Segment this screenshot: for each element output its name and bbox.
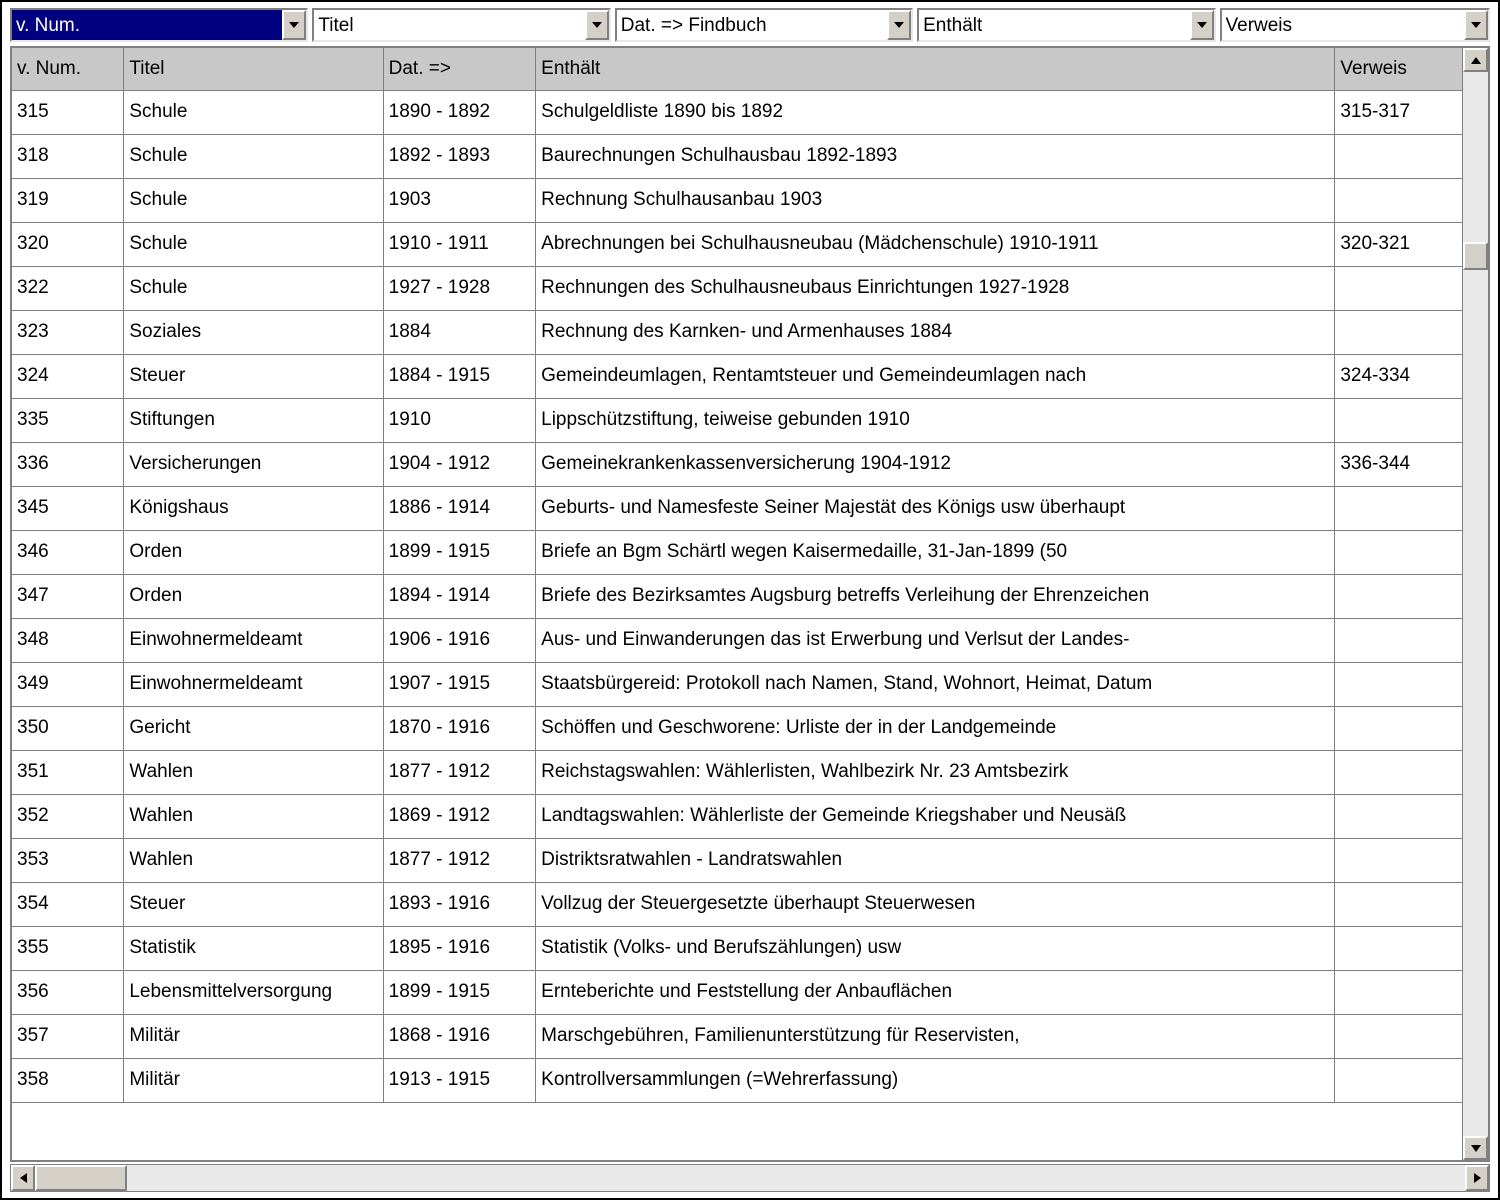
- filter-bar: [2, 2, 1498, 46]
- table-cell[interactable]: 1884: [383, 310, 536, 354]
- table-cell[interactable]: Statistik: [124, 926, 383, 970]
- table-cell[interactable]: Königshaus: [124, 486, 383, 530]
- column-header-titel[interactable]: Titel: [124, 48, 383, 90]
- table-cell[interactable]: 324-334: [1335, 354, 1462, 398]
- table-cell[interactable]: Aus- und Einwanderungen das ist Erwerbung und Verlsut der Landes-: [536, 618, 1335, 662]
- table-cell[interactable]: Stiftungen: [124, 398, 383, 442]
- table-cell[interactable]: [1335, 1058, 1462, 1102]
- table-cell[interactable]: 350: [12, 706, 124, 750]
- table-cell[interactable]: Versicherungen: [124, 442, 383, 486]
- table-row[interactable]: [12, 310, 1462, 354]
- table-cell[interactable]: [1335, 838, 1462, 882]
- table-cell[interactable]: Rechnung des Karnken- und Armenhauses 1884: [536, 310, 1335, 354]
- table-cell[interactable]: [1335, 882, 1462, 926]
- table-cell[interactable]: Lippschützstiftung, teiweise gebunden 1910: [536, 398, 1335, 442]
- table-cell[interactable]: Gemeindeumlagen, Rentamtsteuer und Gemeindeumlagen nach: [536, 354, 1335, 398]
- horizontal-scroll-thumb[interactable]: [35, 1165, 127, 1191]
- table-row[interactable]: [12, 1058, 1462, 1102]
- column-header-v-num[interactable]: v. Num.: [12, 48, 124, 90]
- table-cell[interactable]: Landtagswahlen: Wählerliste der Gemeinde Kriegshaber und Neusäß: [536, 794, 1335, 838]
- table-cell[interactable]: 1927 - 1928: [383, 266, 536, 310]
- table-cell[interactable]: 1910 - 1911: [383, 222, 536, 266]
- table-cell[interactable]: 320-321: [1335, 222, 1462, 266]
- filter-combo-verweis[interactable]: [1220, 8, 1491, 42]
- table-cell[interactable]: Einwohnermeldeamt: [124, 618, 383, 662]
- table-cell[interactable]: Militär: [124, 1014, 383, 1058]
- table-cell[interactable]: 352: [12, 794, 124, 838]
- table-cell[interactable]: [1335, 706, 1462, 750]
- table-cell[interactable]: Schöffen und Geschworene: Urliste der in der Landgemeinde: [536, 706, 1335, 750]
- table-cell[interactable]: Wahlen: [124, 750, 383, 794]
- table-row[interactable]: [12, 486, 1462, 530]
- table-cell[interactable]: Abrechnungen bei Schulhausneubau (Mädchenschule) 1910-1911: [536, 222, 1335, 266]
- table-cell[interactable]: 1904 - 1912: [383, 442, 536, 486]
- table-cell[interactable]: Schule: [124, 90, 383, 134]
- table-cell[interactable]: [1335, 618, 1462, 662]
- table-cell[interactable]: Schule: [124, 222, 383, 266]
- data-grid-viewport[interactable]: [12, 48, 1462, 1160]
- table-cell[interactable]: 349: [12, 662, 124, 706]
- filter-combo-titel-value: Titel: [318, 14, 354, 36]
- table-cell[interactable]: 336: [12, 442, 124, 486]
- table-cell[interactable]: Gemeinekrankenkassenversicherung 1904-1912: [536, 442, 1335, 486]
- column-header-dat[interactable]: Dat. =>: [383, 48, 536, 90]
- data-grid: [10, 46, 1490, 1162]
- table-cell[interactable]: 355: [12, 926, 124, 970]
- table-cell[interactable]: 1868 - 1916: [383, 1014, 536, 1058]
- table-cell[interactable]: Kontrollversammlungen (=Wehrerfassung): [536, 1058, 1335, 1102]
- filter-combo-enthaelt[interactable]: [917, 8, 1215, 42]
- table-cell[interactable]: 356: [12, 970, 124, 1014]
- table-cell[interactable]: 323: [12, 310, 124, 354]
- table-row[interactable]: [12, 838, 1462, 882]
- filter-combo-dat-findbuch-value: Dat. => Findbuch: [620, 14, 767, 36]
- table-cell[interactable]: [1335, 1014, 1462, 1058]
- column-header-enthaelt[interactable]: Enthält: [536, 48, 1335, 90]
- table-cell[interactable]: 1870 - 1916: [383, 706, 536, 750]
- table-cell[interactable]: Schule: [124, 266, 383, 310]
- column-header-verweis[interactable]: Verweis: [1335, 48, 1462, 90]
- chevron-down-icon[interactable]: [1464, 10, 1488, 40]
- table-cell[interactable]: 1899 - 1915: [383, 970, 536, 1014]
- table-row[interactable]: [12, 178, 1462, 222]
- table-cell[interactable]: 1895 - 1916: [383, 926, 536, 970]
- table-cell[interactable]: Einwohnermeldeamt: [124, 662, 383, 706]
- horizontal-scrollbar[interactable]: [10, 1164, 1490, 1192]
- table-cell[interactable]: 1913 - 1915: [383, 1058, 536, 1102]
- filter-combo-titel[interactable]: [312, 8, 610, 42]
- records-table: [12, 48, 1462, 1103]
- table-cell[interactable]: Geburts- und Namesfeste Seiner Majestät des Königs usw überhaupt: [536, 486, 1335, 530]
- table-cell[interactable]: 1877 - 1912: [383, 838, 536, 882]
- table-header-row: [12, 48, 1462, 90]
- table-cell[interactable]: 351: [12, 750, 124, 794]
- table-cell[interactable]: Orden: [124, 574, 383, 618]
- triangle-right-icon[interactable]: [1465, 1165, 1489, 1191]
- table-cell[interactable]: Lebensmittelversorgung: [124, 970, 383, 1014]
- table-cell[interactable]: 1890 - 1892: [383, 90, 536, 134]
- table-cell[interactable]: [1335, 266, 1462, 310]
- table-cell[interactable]: 348: [12, 618, 124, 662]
- table-cell[interactable]: Rechnungen des Schulhausneubaus Einrichtungen 1927-1928: [536, 266, 1335, 310]
- table-cell[interactable]: 320: [12, 222, 124, 266]
- table-cell[interactable]: Distriktsratwahlen - Landratswahlen: [536, 838, 1335, 882]
- table-cell[interactable]: 324: [12, 354, 124, 398]
- table-cell[interactable]: Schule: [124, 178, 383, 222]
- vertical-scroll-thumb[interactable]: [1463, 242, 1488, 270]
- table-row[interactable]: [12, 794, 1462, 838]
- table-cell[interactable]: Steuer: [124, 882, 383, 926]
- table-cell[interactable]: 345: [12, 486, 124, 530]
- table-row[interactable]: [12, 574, 1462, 618]
- filter-combo-verweis-value: Verweis: [1225, 14, 1293, 36]
- table-cell[interactable]: Staatsbürgereid: Protokoll nach Namen, Stand, Wohnort, Heimat, Datum: [536, 662, 1335, 706]
- table-cell[interactable]: [1335, 486, 1462, 530]
- table-cell[interactable]: 354: [12, 882, 124, 926]
- table-cell[interactable]: 1910: [383, 398, 536, 442]
- table-cell[interactable]: 357: [12, 1014, 124, 1058]
- table-cell[interactable]: [1335, 662, 1462, 706]
- table-cell[interactable]: [1335, 530, 1462, 574]
- table-cell[interactable]: Rechnung Schulhausanbau 1903: [536, 178, 1335, 222]
- table-cell[interactable]: Wahlen: [124, 794, 383, 838]
- table-cell[interactable]: 318: [12, 134, 124, 178]
- table-cell[interactable]: Steuer: [124, 354, 383, 398]
- table-cell[interactable]: 1877 - 1912: [383, 750, 536, 794]
- table-cell[interactable]: Statistik (Volks- und Berufszählungen) usw: [536, 926, 1335, 970]
- horizontal-scroll-track[interactable]: [35, 1165, 1465, 1191]
- table-row[interactable]: [12, 530, 1462, 574]
- table-cell[interactable]: 335: [12, 398, 124, 442]
- table-cell[interactable]: Baurechnungen Schulhausbau 1892-1893: [536, 134, 1335, 178]
- triangle-up-icon[interactable]: [1463, 48, 1488, 72]
- table-cell[interactable]: 353: [12, 838, 124, 882]
- table-row[interactable]: [12, 222, 1462, 266]
- table-row[interactable]: [12, 442, 1462, 486]
- table-cell[interactable]: [1335, 926, 1462, 970]
- table-cell[interactable]: [1335, 398, 1462, 442]
- table-cell[interactable]: 336-344: [1335, 442, 1462, 486]
- table-row[interactable]: [12, 662, 1462, 706]
- triangle-left-icon[interactable]: [11, 1165, 35, 1191]
- table-cell[interactable]: Militär: [124, 1058, 383, 1102]
- triangle-down-icon[interactable]: [1463, 1136, 1488, 1160]
- table-cell[interactable]: 1893 - 1916: [383, 882, 536, 926]
- filter-combo-enthaelt-value: Enthält: [923, 14, 983, 36]
- table-row[interactable]: [12, 398, 1462, 442]
- table-cell[interactable]: 346: [12, 530, 124, 574]
- table-row[interactable]: [12, 882, 1462, 926]
- table-cell[interactable]: 1899 - 1915: [383, 530, 536, 574]
- table-row[interactable]: [12, 354, 1462, 398]
- table-cell[interactable]: 315-317: [1335, 90, 1462, 134]
- table-cell[interactable]: 1894 - 1914: [383, 574, 536, 618]
- table-cell[interactable]: 315: [12, 90, 124, 134]
- chevron-down-icon[interactable]: [282, 10, 306, 40]
- table-cell[interactable]: 347: [12, 574, 124, 618]
- vertical-scrollbar[interactable]: [1462, 48, 1488, 1160]
- table-cell[interactable]: 1906 - 1916: [383, 618, 536, 662]
- table-cell[interactable]: Briefe an Bgm Schärtl wegen Kaisermedaille, 31-Jan-1899 (50: [536, 530, 1335, 574]
- table-cell[interactable]: 319: [12, 178, 124, 222]
- table-cell[interactable]: 1907 - 1915: [383, 662, 536, 706]
- table-cell[interactable]: 1892 - 1893: [383, 134, 536, 178]
- chevron-down-icon[interactable]: [887, 10, 911, 40]
- table-cell[interactable]: [1335, 310, 1462, 354]
- filter-combo-v-num[interactable]: [10, 8, 308, 42]
- table-cell[interactable]: 1869 - 1912: [383, 794, 536, 838]
- table-cell[interactable]: Orden: [124, 530, 383, 574]
- table-cell[interactable]: Marschgebühren, Familienunterstützung für Reservisten,: [536, 1014, 1335, 1058]
- vertical-scroll-track[interactable]: [1463, 72, 1488, 1136]
- table-cell[interactable]: 1886 - 1914: [383, 486, 536, 530]
- table-cell[interactable]: Wahlen: [124, 838, 383, 882]
- table-cell[interactable]: Schulgeldliste 1890 bis 1892: [536, 90, 1335, 134]
- filter-combo-dat-findbuch[interactable]: [615, 8, 913, 42]
- table-row[interactable]: [12, 90, 1462, 134]
- table-row[interactable]: [12, 706, 1462, 750]
- table-cell[interactable]: [1335, 134, 1462, 178]
- table-cell[interactable]: Reichstagswahlen: Wählerlisten, Wahlbezirk Nr. 23 Amtsbezirk: [536, 750, 1335, 794]
- table-row[interactable]: [12, 970, 1462, 1014]
- table-cell[interactable]: [1335, 970, 1462, 1014]
- table-row[interactable]: [12, 1014, 1462, 1058]
- table-row[interactable]: [12, 618, 1462, 662]
- table-cell[interactable]: Gericht: [124, 706, 383, 750]
- table-row[interactable]: [12, 750, 1462, 794]
- table-row[interactable]: [12, 926, 1462, 970]
- table-cell[interactable]: 1884 - 1915: [383, 354, 536, 398]
- filter-combo-v-num-value: v. Num.: [12, 10, 282, 40]
- chevron-down-icon[interactable]: [585, 10, 609, 40]
- table-cell[interactable]: Schule: [124, 134, 383, 178]
- table-cell[interactable]: Soziales: [124, 310, 383, 354]
- table-cell[interactable]: 1903: [383, 178, 536, 222]
- chevron-down-icon[interactable]: [1190, 10, 1214, 40]
- table-cell[interactable]: Ernteberichte und Feststellung der Anbauflächen: [536, 970, 1335, 1014]
- table-cell[interactable]: Vollzug der Steuergesetzte überhaupt Steuerwesen: [536, 882, 1335, 926]
- table-row[interactable]: [12, 266, 1462, 310]
- table-cell[interactable]: Briefe des Bezirksamtes Augsburg betreffs Verleihung der Ehrenzeichen: [536, 574, 1335, 618]
- table-cell[interactable]: 322: [12, 266, 124, 310]
- table-cell[interactable]: [1335, 794, 1462, 838]
- table-cell[interactable]: [1335, 750, 1462, 794]
- table-row[interactable]: [12, 134, 1462, 178]
- table-cell[interactable]: 358: [12, 1058, 124, 1102]
- table-cell[interactable]: [1335, 574, 1462, 618]
- table-cell[interactable]: [1335, 178, 1462, 222]
